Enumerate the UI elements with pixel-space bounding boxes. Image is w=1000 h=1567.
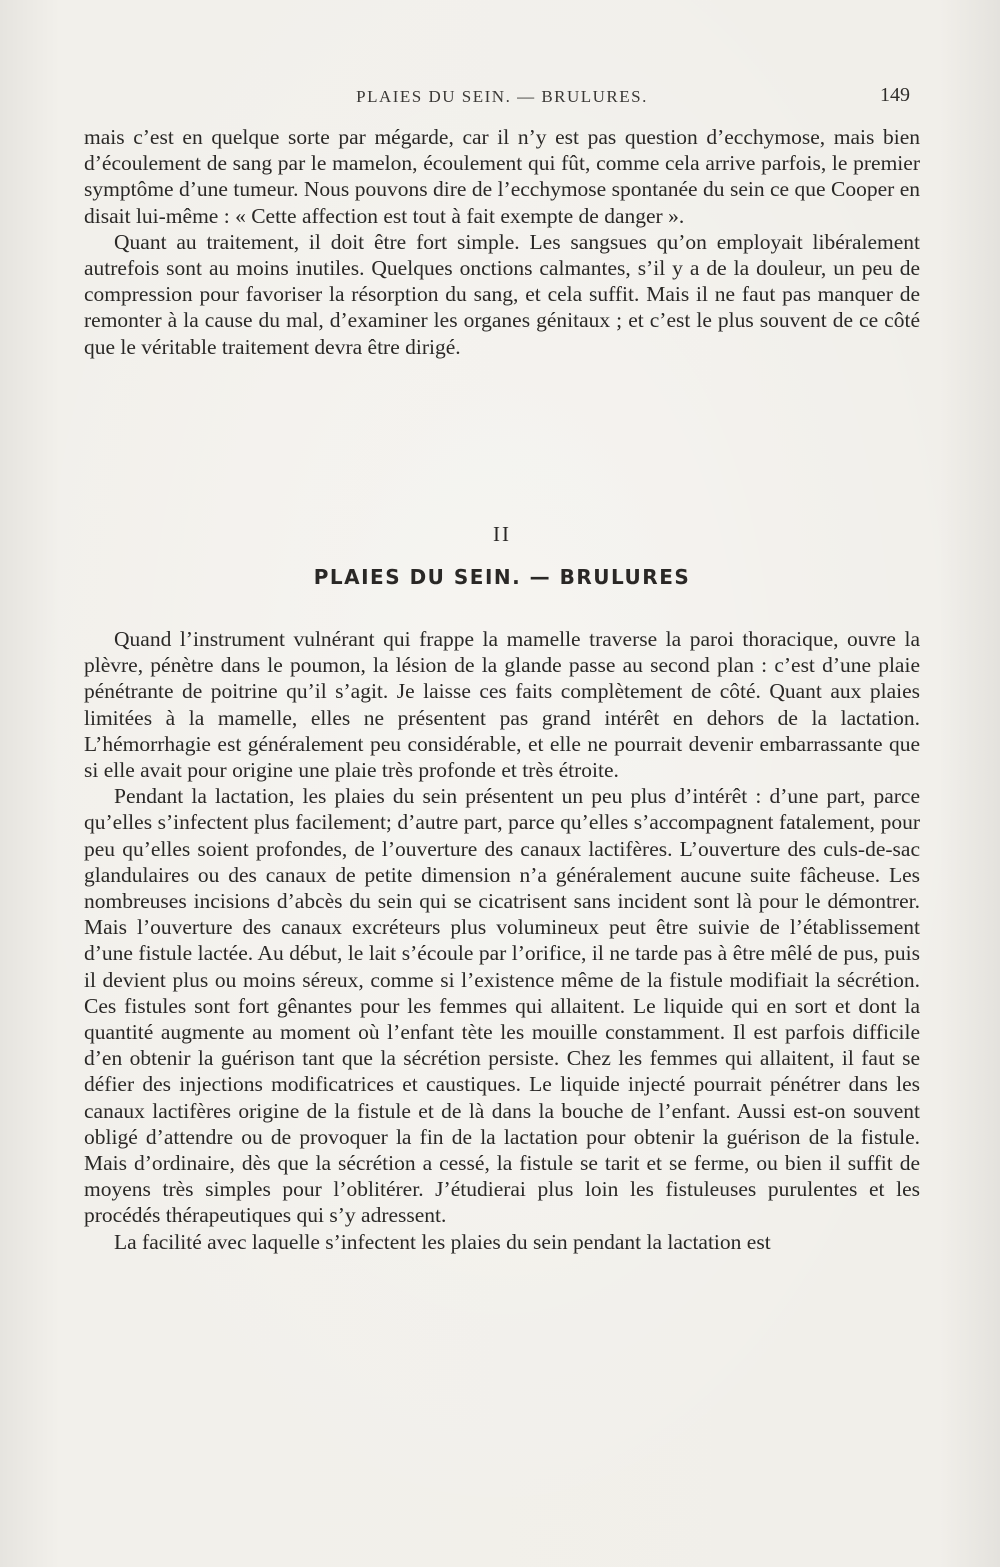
paragraph: Quand l’instrument vulnérant qui frappe la mamelle traverse la paroi thoracique, ouvre la plèvre, pénètre dans le poumon, la lésion de la glande passe au second plan : c’est d’une plaie pénétrante de poitrine qu’il s’agit. Je laisse ces faits complètement de côté. Quant aux plaies limitées à la mamelle, elles ne présentent pas grand intérêt en dehors de la lactation. L’hémorrhagie est généralement peu considérable, et elle ne pourrait devenir embarrassante que si elle avait pour origine une plaie très profonde et très étroite. (84, 627, 920, 783)
section-body (84, 626, 920, 1255)
paragraph: La facilité avec laquelle s’infectent les plaies du sein pendant la lactation est (114, 1229, 771, 1254)
page-number: 149 (880, 84, 910, 106)
section-number: II (493, 522, 511, 546)
paragraph: Pendant la lactation, les plaies du sein présentent un peu plus d’intérêt : d’une part, parce qu’elles s’infectent plus facilement; d’autre part, parce qu’elles s’accompagnent fatalement, pour peu qu’elles soient profondes, de l’ouverture des canaux lactifères. L’ouverture des culs-de-sac glandulaires ou des canaux de petite dimension n’a généralement aucune suite fâcheuse. Les nombreuses incisions d’abcès du sein qui se cicatrisent sans incident sont là pour le démontrer. Mais l’ouverture des canaux excréteurs plus volumineux peut être suivie de l’établissement d’une fistule lactée. Au début, le lait s’écoule par l’orifice, il ne tarde pas à être mêlé de pus, puis il devient plus ou moins séreux, comme si l’existence même de la fistule modifiait la sécrétion. Ces fistules sont fort gênantes pour les femmes qui allaitent. Le liquide qui en sort et dont la quantité augmente au moment où l’enfant tète les mouille constamment. Il est parfois difficile d’en obtenir la guérison tant que la sécrétion persiste. Chez les femmes qui allaitent, il faut se défier des injections modificatrices et caustiques. Le liquide injecté pourrait pénétrer dans les canaux lactifères origine de la fistule et de là dans la bouche de l’enfant. Aussi est-on souvent obligé d’attendre ou de provoquer la fin de la lactation pour obtenir la guérison de la fistule. Mais d’ordinaire, dès que la sécrétion a cessé, la fistule se tarit et se ferme, ou bien il suffit de moyens très simples pour l’oblitérer. J’étudierai plus loin les fistuleuses purulentes et les procédés thérapeutiques qui s’y adressent. (84, 784, 920, 1228)
section-title: PLAIES DU SEIN. — BRULURES (313, 565, 691, 589)
running-head: PLAIES DU SEIN. — BRULURES. (356, 87, 648, 106)
paragraph: mais c’est en quelque sorte par mégarde, car il n’y est pas question d’ecchymose, mais bien d’écoulement de sang par le mamelon, écoulement qui fût, comme cela arrive parfois, le premier symptôme d’une tumeur. Nous pouvons dire de l’ecchymose spontanée du sein ce que Cooper en disait lui-même : « Cette affection est tout à fait exempte de danger ». (84, 125, 920, 228)
continued-text (84, 124, 920, 360)
paragraph: Quant au traitement, il doit être fort simple. Les sangsues qu’on employait libéralement autrefois sont au moins inutiles. Quelques onctions calmantes, s’il y a de la douleur, un peu de compression pour favoriser la résorption du sang, et cela suffit. Mais il ne faut pas manquer de remonter à la cause du mal, d’examiner les organes génitaux ; et c’est le plus souvent de ce côté que le véritable traitement devra être dirigé. (84, 229, 920, 359)
page-header (84, 84, 920, 115)
